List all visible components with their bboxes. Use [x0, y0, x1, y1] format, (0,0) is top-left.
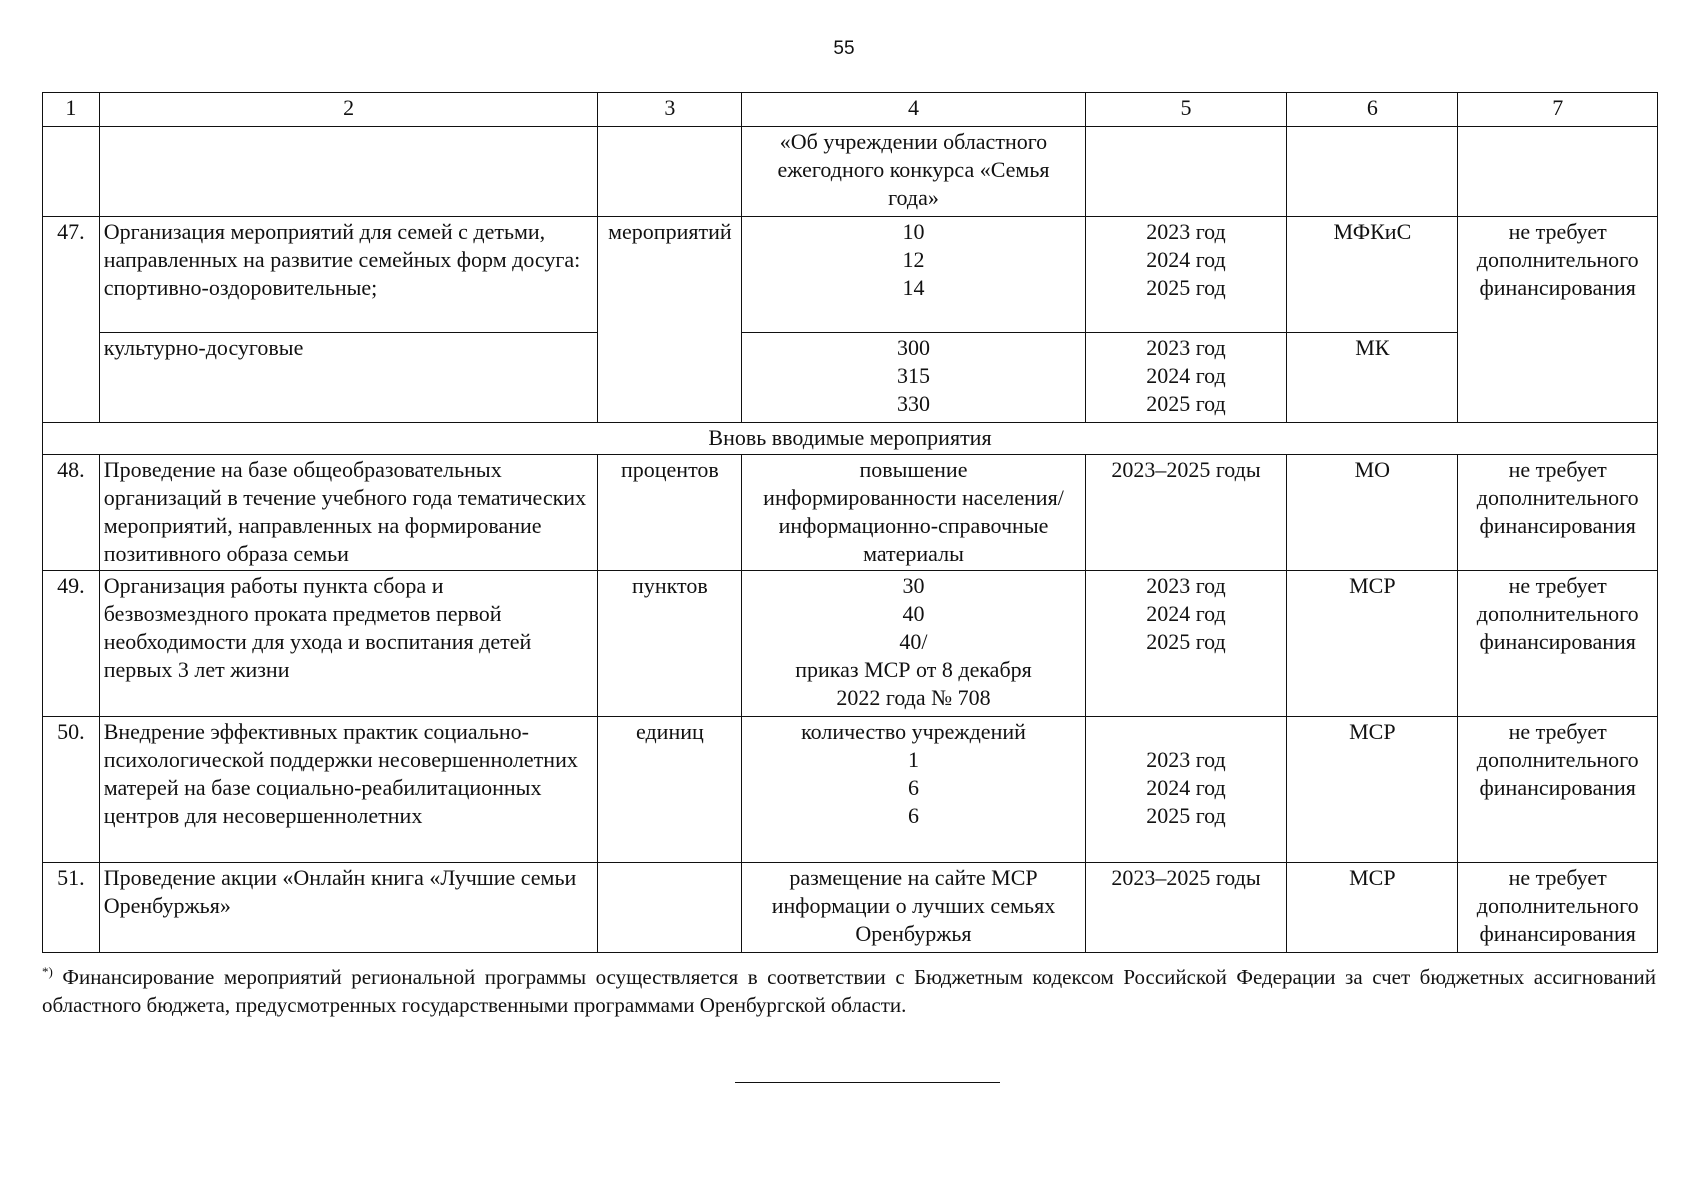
table-row-48	[43, 455, 1658, 571]
measures-table	[42, 92, 1658, 953]
unit: мероприятий	[598, 217, 742, 423]
unit: пунктов	[598, 571, 742, 717]
financing: не требует дополнительного финансирования	[1458, 455, 1658, 571]
row-number: 50.	[43, 717, 100, 863]
indicator-value: 10 12 14	[742, 217, 1085, 333]
header-col-3: 3	[598, 93, 742, 127]
unit	[598, 863, 742, 953]
measure-description: Проведение акции «Онлайн книга «Лучшие семьи Оренбуржья»	[99, 863, 598, 953]
indicator-value: 30 40 40/ приказ МСР от 8 декабря 2022 года № 708	[742, 571, 1085, 717]
period: 2023–2025 годы	[1085, 455, 1287, 571]
row-number: 51.	[43, 863, 100, 953]
executor: МК	[1287, 333, 1458, 423]
table-row-47a	[43, 217, 1658, 333]
executor: МСР	[1287, 863, 1458, 953]
row-number: 48.	[43, 455, 100, 571]
period: 2023–2025 годы	[1085, 863, 1287, 953]
executor: МО	[1287, 455, 1458, 571]
header-col-7: 7	[1458, 93, 1658, 127]
executor: МСР	[1287, 571, 1458, 717]
row-number: 49.	[43, 571, 100, 717]
header-col-2: 2	[99, 93, 598, 127]
measure-description: Проведение на базе общеобразовательных организаций в течение учебного года тематических мероприятий, направленных на формирование позитивного образа семьи	[99, 455, 598, 571]
unit: единиц	[598, 717, 742, 863]
table-row-continuation	[43, 127, 1658, 217]
header-col-6: 6	[1287, 93, 1458, 127]
unit: процентов	[598, 455, 742, 571]
measure-description: культурно-досуговые	[99, 333, 598, 423]
footnote-text: Финансирование мероприятий региональной программы осуществляется в соответствии с Бюджетным кодексом Российской Федерации за счет бюджетных ассигнований областного бюджета, предусмотренных государственными программами Оренбургской области.	[42, 965, 1656, 1017]
measure-description: Организация мероприятий для семей с детьми, направленных на развитие семейных форм досуга: спортивно-оздоровительные;	[99, 217, 598, 333]
indicator-value: повышение информированности населения/ информационно-справочные материалы	[742, 455, 1085, 571]
executor: МФКиС	[1287, 217, 1458, 333]
indicator-value: размещение на сайте МСР информации о лучших семьях Оренбуржья	[742, 863, 1085, 953]
indicator-value: 300 315 330	[742, 333, 1085, 423]
financing: не требует дополнительного финансирования	[1458, 571, 1658, 717]
section-title: Вновь вводимые мероприятия	[43, 423, 1658, 455]
continuation-indicator: «Об учреждении областного ежегодного конкурса «Семья года»	[742, 127, 1085, 217]
table-row-49	[43, 571, 1658, 717]
period: 2023 год 2024 год 2025 год	[1085, 717, 1287, 863]
table-row-51	[43, 863, 1658, 953]
header-col-5: 5	[1085, 93, 1287, 127]
footnote-marker: *)	[42, 964, 53, 979]
row-number: 47.	[43, 217, 100, 423]
financing: не требует дополнительного финансирования	[1458, 717, 1658, 863]
header-col-4: 4	[742, 93, 1085, 127]
financing: не требует дополнительного финансирования	[1458, 863, 1658, 953]
measure-description: Внедрение эффективных практик социально-психологической поддержки несовершеннолетних матерей на базе социально-реабилитационных центров для несовершеннолетних	[99, 717, 598, 863]
footnote	[42, 963, 1656, 1019]
period: 2023 год 2024 год 2025 год	[1085, 571, 1287, 717]
financing: не требует дополнительного финансирования	[1458, 217, 1658, 423]
table-row-50	[43, 717, 1658, 863]
closing-rule	[735, 1082, 1000, 1083]
header-col-1: 1	[43, 93, 100, 127]
executor: МСР	[1287, 717, 1458, 863]
page-number: 55	[833, 38, 855, 59]
period: 2023 год 2024 год 2025 год	[1085, 333, 1287, 423]
section-row	[43, 423, 1658, 455]
indicator-value: количество учреждений 1 6 6	[742, 717, 1085, 863]
table-row-47b	[43, 333, 1658, 423]
period: 2023 год 2024 год 2025 год	[1085, 217, 1287, 333]
measure-description: Организация работы пункта сбора и безвозмездного проката предметов первой необходимости для ухода и воспитания детей первых 3 лет жизни	[99, 571, 598, 717]
table-header-row	[43, 93, 1658, 127]
